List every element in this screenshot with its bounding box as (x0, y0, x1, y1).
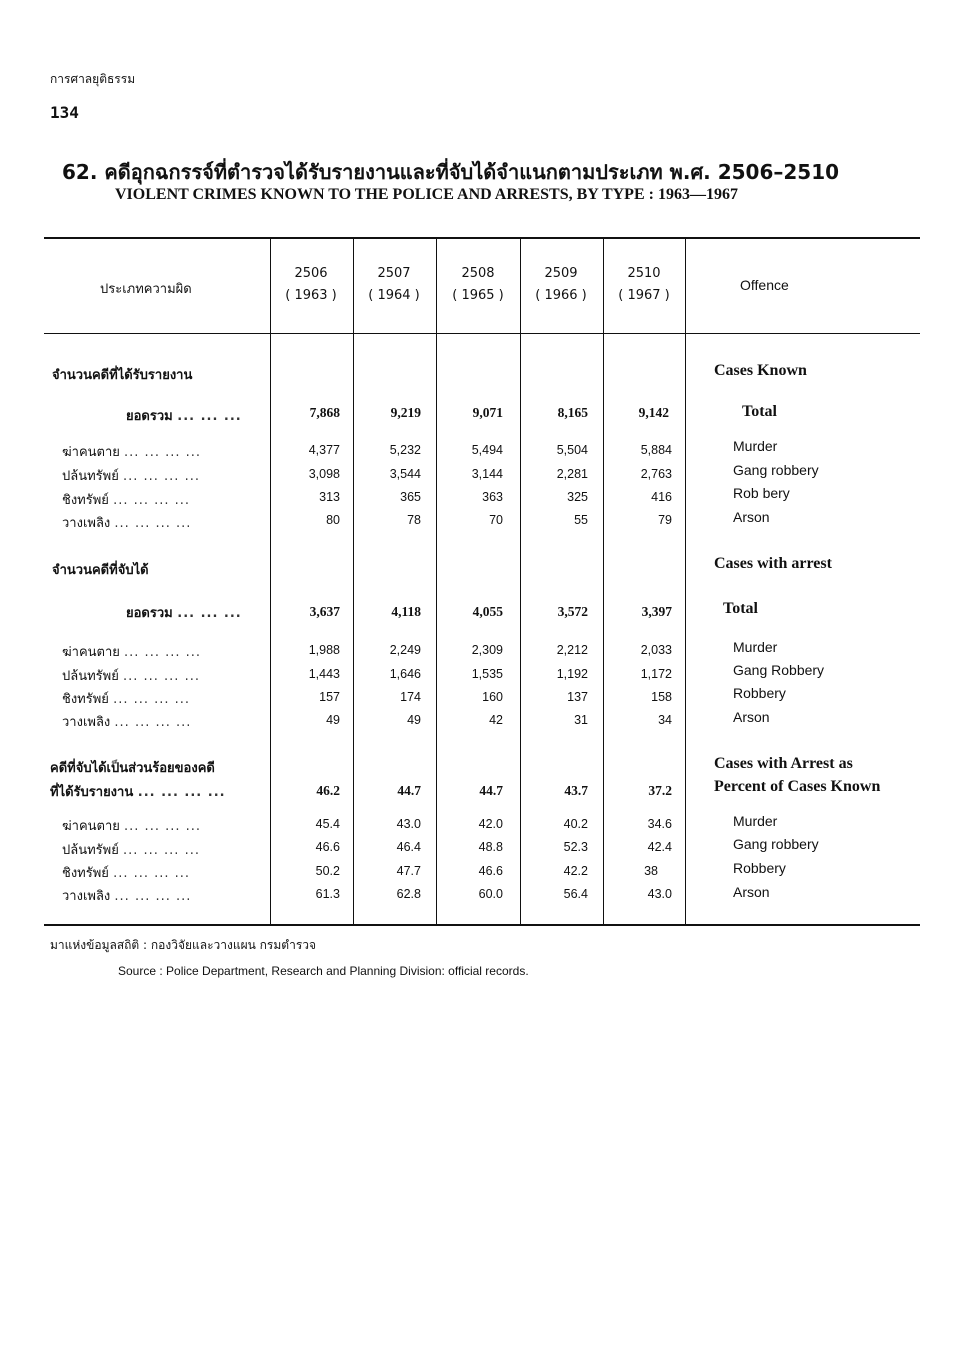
table-cell: 44.7 (479, 783, 503, 798)
table-cell: 2,281 (556, 467, 588, 481)
table-cell: 3,637 (309, 604, 340, 619)
table-cell: 46.6 (478, 864, 503, 878)
column-divider (270, 239, 271, 925)
table-cell: 3,098 (308, 467, 340, 481)
table-cell: 2,033 (640, 643, 672, 657)
table-cell: 62.8 (396, 887, 421, 901)
table-title-english: VIOLENT CRIMES KNOWN TO THE POLICE AND ARRESTS, BY TYPE : 1963—1967 (115, 186, 738, 203)
row-label-english: Rob bery (733, 485, 790, 501)
table-cell: 157 (319, 690, 340, 704)
table-cell: 1,192 (556, 667, 588, 681)
table-cell: 1,443 (308, 667, 340, 681)
table-cell: 1,988 (308, 643, 340, 657)
table-cell: 47.7 (396, 864, 421, 878)
table-cell: 4,118 (391, 604, 421, 619)
table-cell: 50.2 (315, 864, 340, 878)
row-label-thai: วางเพลิง ... ... ... ... (62, 889, 192, 904)
table-cell: 61.3 (315, 887, 340, 901)
column-header-offence: Offence (740, 277, 789, 293)
row-label-thai: วางเพลิง ... ... ... ... (62, 715, 192, 730)
table-cell: 2,763 (640, 467, 672, 481)
row-label-english: Gang robbery (733, 462, 819, 478)
table-cell: 42.4 (647, 840, 672, 854)
table-cell: 40.2 (563, 817, 588, 831)
row-label-thai: ปล้นทรัพย์ ... ... ... ... (62, 669, 200, 684)
table-cell: 174 (400, 690, 421, 704)
section-title-thai: จำนวนคดีที่จับได้ (52, 563, 149, 578)
table-cell: 9,219 (390, 405, 421, 420)
table-title-thai: 62. คดีอุกฉกรรจ์ที่ตำรวจได้รับรายงานและที่จับได้จำแนกตามประเภท พ.ศ. 2506–2510 (62, 160, 840, 184)
table-cell: 60.0 (478, 887, 503, 901)
table-cell: 78 (407, 513, 421, 527)
table-cell: 3,397 (641, 604, 672, 619)
row-label-english: Gang Robbery (733, 662, 825, 678)
table-cell: 5,504 (556, 443, 588, 457)
row-label-thai: วางเพลิง ... ... ... ... (62, 516, 192, 531)
column-divider (603, 239, 604, 925)
table-cell: 325 (567, 490, 588, 504)
row-label-english: Arson (733, 509, 770, 525)
table-cell: 137 (567, 690, 588, 704)
table-cell: 48.8 (478, 840, 503, 854)
table-cell: 38 (644, 864, 658, 878)
row-label-thai: ชิงทรัพย์ ... ... ... ... (62, 866, 191, 881)
column-header-year: 2506 ( 1963 ) (285, 266, 337, 303)
table-cell: 2,249 (389, 643, 421, 657)
table-bottom-rule (44, 924, 920, 926)
column-divider (520, 239, 521, 925)
table-cell: 5,884 (640, 443, 672, 457)
table-cell: 8,165 (557, 405, 588, 420)
column-header-year: 2508 ( 1965 ) (452, 266, 504, 303)
table-cell: 52.3 (563, 840, 588, 854)
table-cell: 4,377 (308, 443, 340, 457)
table-cell: 31 (574, 713, 588, 727)
table-cell: 44.7 (397, 783, 421, 798)
row-label-thai: ฆ่าคนตาย ... ... ... ... (62, 645, 202, 660)
row-label-thai: ปล้นทรัพย์ ... ... ... ... (62, 843, 200, 858)
column-header-year: 2507 ( 1964 ) (368, 266, 420, 303)
table-cell: 49 (326, 713, 340, 727)
table-cell: 158 (651, 690, 672, 704)
table-cell: 365 (400, 490, 421, 504)
table-cell: 34.6 (647, 817, 672, 831)
column-divider (353, 239, 354, 925)
table-cell: 4,055 (472, 604, 503, 619)
row-label-english: Arson (733, 709, 770, 725)
section-title-english: Cases Known (714, 362, 807, 379)
table-cell: 46.2 (316, 783, 340, 798)
table-cell: 9,071 (472, 405, 503, 420)
table-cell: 42.2 (563, 864, 588, 878)
row-label-english: Murder (733, 813, 778, 829)
section-title-english: Cases with Arrest as (714, 755, 853, 772)
table-cell: 70 (489, 513, 503, 527)
section-title-thai: จำนวนคดีที่ได้รับรายงาน (52, 368, 193, 383)
table-cell: 416 (651, 490, 672, 504)
section-title-thai-line2: ที่ได้รับรายงาน ... ... ... ... (50, 785, 226, 800)
table-cell: 3,144 (471, 467, 503, 481)
row-label-english: Murder (733, 438, 778, 454)
table-cell: 80 (326, 513, 340, 527)
table-cell: 34 (658, 713, 672, 727)
table-cell: 1,646 (389, 667, 421, 681)
column-divider (685, 239, 686, 925)
table-cell: 1,172 (640, 667, 672, 681)
table-top-rule (44, 237, 920, 239)
row-label-thai: ฆ่าคนตาย ... ... ... ... (62, 819, 202, 834)
column-divider (436, 239, 437, 925)
column-header-year: 2509 ( 1966 ) (535, 266, 587, 303)
table-cell: 43.0 (396, 817, 421, 831)
table-cell: 46.6 (315, 840, 340, 854)
table-cell: 79 (658, 513, 672, 527)
source-note-thai: มาแห่งข้อมูลสถิติ : กองวิจัยและวางแผน กรมตำรวจ (50, 938, 317, 952)
table-cell: 160 (482, 690, 503, 704)
table-cell: 3,544 (389, 467, 421, 481)
section-title-english: Cases with arrest (714, 555, 832, 572)
row-label-english: Arson (733, 884, 770, 900)
section-title-english-line2: Percent of Cases Known (714, 778, 881, 795)
section-title-thai: คดีที่จับได้เป็นส่วนร้อยของคดี (50, 761, 215, 776)
table-cell: 2,309 (471, 643, 503, 657)
row-label-english: Robbery (733, 685, 786, 701)
table-cell: 313 (319, 490, 340, 504)
table-cell: 46.4 (396, 840, 421, 854)
source-note-english: Source : Police Department, Research and Planning Division: official records. (118, 964, 529, 978)
total-row-english: Total (723, 600, 758, 617)
table-cell: 43.0 (647, 887, 672, 901)
total-row-english: Total (742, 403, 777, 420)
running-header: การศาลยุติธรรม (50, 72, 136, 86)
table-cell: 45.4 (315, 817, 340, 831)
total-row-label: ยอดรวม ... ... ... (126, 606, 242, 621)
page-number: 134 (50, 103, 79, 122)
table-cell: 2,212 (556, 643, 588, 657)
column-header-thai: ประเภทความผิด (100, 282, 192, 297)
table-cell: 363 (482, 490, 503, 504)
table-cell: 42 (489, 713, 503, 727)
row-label-english: Murder (733, 639, 778, 655)
row-label-thai: ชิงทรัพย์ ... ... ... ... (62, 493, 191, 508)
table-cell: 49 (407, 713, 421, 727)
table-cell: 3,572 (557, 604, 588, 619)
table-cell: 42.0 (478, 817, 503, 831)
table-cell: 7,868 (309, 405, 340, 420)
table-cell: 55 (574, 513, 588, 527)
table-cell: 37.2 (648, 783, 672, 798)
column-header-year: 2510 ( 1967 ) (618, 266, 670, 303)
row-label-thai: ชิงทรัพย์ ... ... ... ... (62, 692, 191, 707)
table-cell: 5,494 (471, 443, 503, 457)
table-cell: 5,232 (389, 443, 421, 457)
table-cell: 9,142 (638, 405, 669, 420)
table-cell: 56.4 (563, 887, 588, 901)
total-row-label: ยอดรวม ... ... ... (126, 409, 242, 424)
row-label-thai: ปล้นทรัพย์ ... ... ... ... (62, 469, 200, 484)
row-label-thai: ฆ่าคนตาย ... ... ... ... (62, 445, 202, 460)
table-cell: 43.7 (564, 783, 588, 798)
header-bottom-rule (44, 333, 920, 334)
table-cell: 1,535 (471, 667, 503, 681)
row-label-english: Robbery (733, 860, 786, 876)
row-label-english: Gang robbery (733, 836, 819, 852)
